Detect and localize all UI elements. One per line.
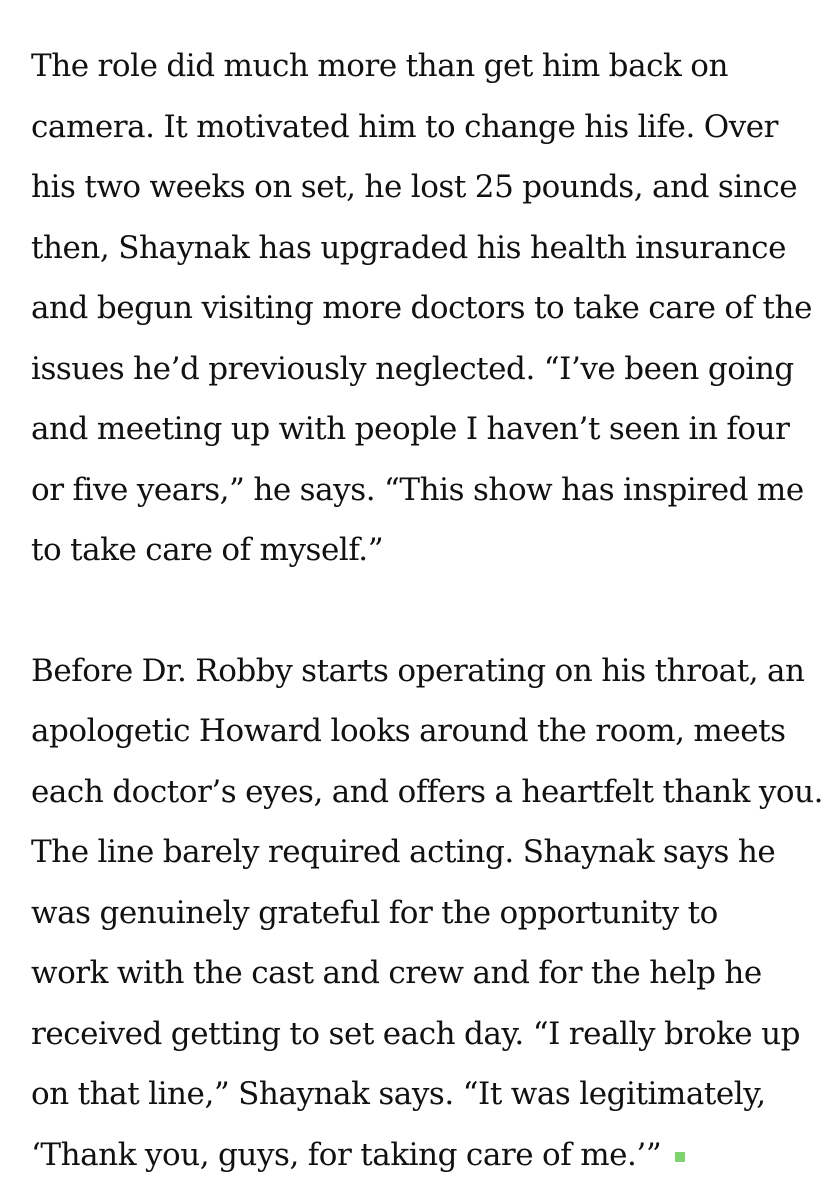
paragraph-line: each doctor’s eyes, and offers a heartfelt thank you. [31, 773, 824, 810]
article-paragraph-2 [31, 641, 824, 1186]
paragraph-line: Before Dr. Robby starts operating on his throat, an [31, 652, 805, 689]
paragraph-line: apologetic Howard looks around the room, meets [31, 713, 786, 749]
paragraph-line: issues he’d previously neglected. “I’ve been going [31, 350, 794, 387]
paragraph-line: or five years,” he says. “This show has inspired me [31, 471, 804, 508]
paragraph-line-last [31, 1125, 811, 1186]
paragraph-line: then, Shaynak has upgraded his health insurance [31, 229, 786, 266]
paragraph-line: was genuinely grateful for the opportunity to [31, 894, 718, 931]
paragraph-line: The role did much more than get him back on [31, 48, 728, 84]
paragraph-line: camera. It motivated him to change his life. Over [31, 108, 779, 145]
paragraph-line: and meeting up with people I haven’t seen in four [31, 411, 790, 447]
paragraph-line: and begun visiting more doctors to take care of the [31, 290, 812, 326]
paragraph-line: received getting to set each day. “I really broke up [31, 1015, 801, 1052]
end-of-article-mark-icon [675, 1152, 685, 1162]
paragraph-line: to take care of myself.” [31, 532, 384, 568]
paragraph-line: on that line,” Shaynak says. “It was legitimately, [31, 1076, 766, 1112]
paragraph-line: The line barely required acting. Shaynak says he [31, 834, 776, 870]
paragraph-line: work with the cast and crew and for the help he [31, 955, 762, 991]
paragraph-line: his two weeks on set, he lost 25 pounds, and since [31, 169, 798, 205]
article-body [31, 36, 824, 1185]
paragraph-line-text: ‘Thank you, guys, for taking care of me.’” [31, 1136, 662, 1173]
article-paragraph-1 [31, 36, 811, 581]
